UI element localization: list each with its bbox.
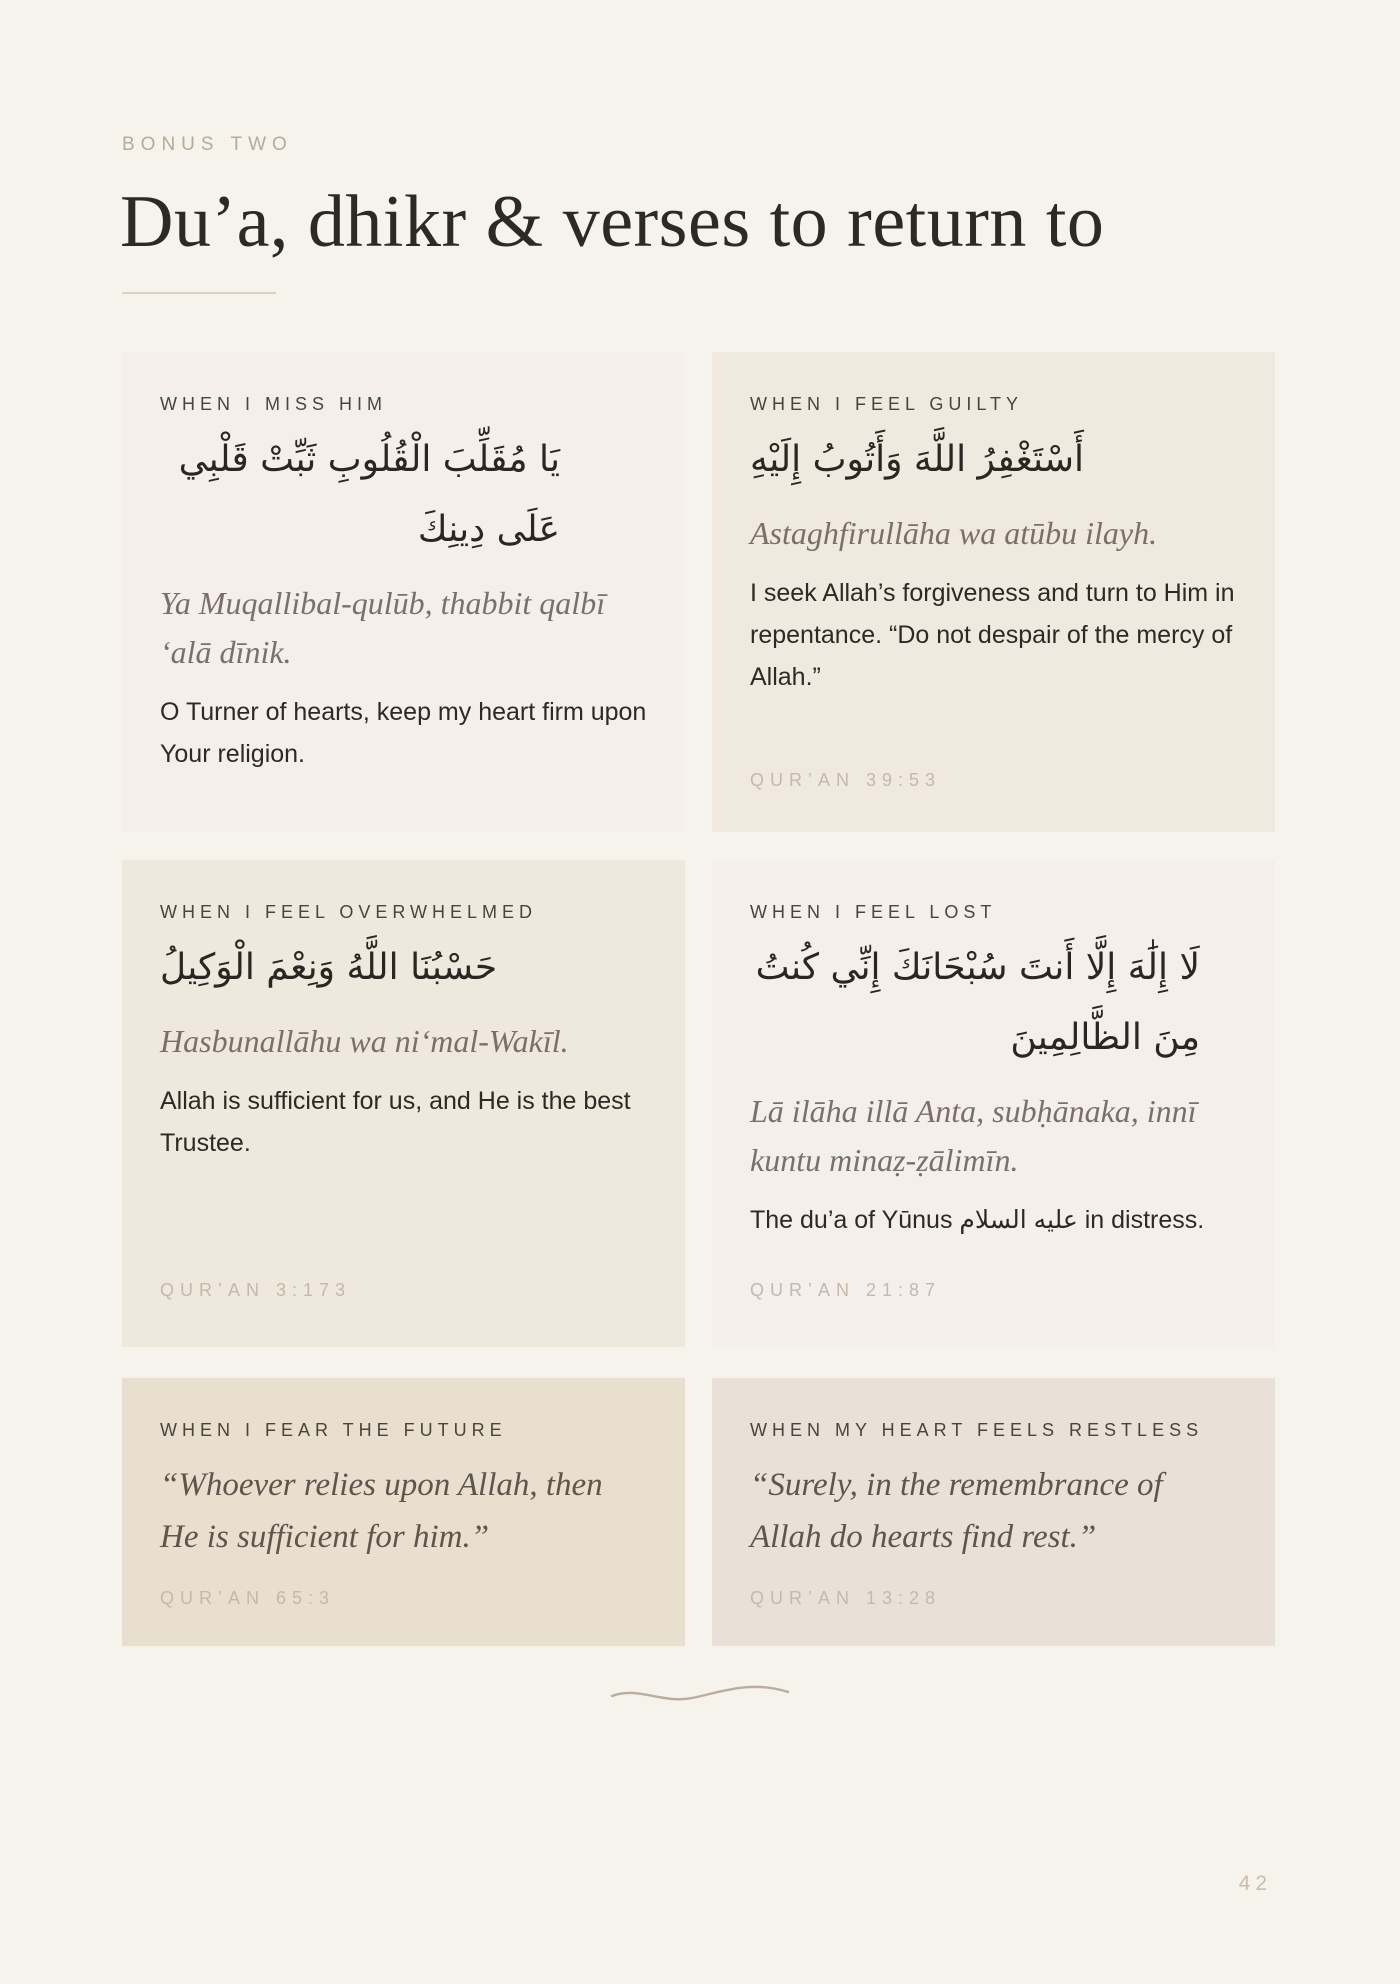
card-label: WHEN I FEAR THE FUTURE [160, 1420, 507, 1440]
quran-reference: QUR’AN 65:3 [160, 1588, 336, 1608]
transliteration: Lā ilāha illā Anta, subḥānaka, innī kuntu minaẓ-ẓālimīn. [750, 1093, 1197, 1178]
card-feel-guilty [712, 352, 1275, 832]
card-heart-restless [712, 1378, 1275, 1646]
card-feel-overwhelmed [122, 860, 685, 1347]
wave-divider-icon [610, 1680, 790, 1714]
page-title: Du’a, dhikr & verses to return to [120, 181, 1105, 263]
arabic-text: أَسْتَغْفِرُ اللَّهَ وَأَتُوبُ إِلَيْهِ [750, 439, 1085, 480]
card-label: WHEN I FEEL LOST [750, 902, 997, 922]
title-underline [122, 292, 276, 294]
card-fear-future [122, 1378, 685, 1646]
transliteration: Ya Muqallibal-qulūb, thabbit qalbī ‘alā dīnik. [160, 585, 606, 670]
card-label: WHEN I MISS HIM [160, 394, 387, 414]
quran-reference: QUR’AN 3:173 [160, 1280, 352, 1300]
verse-quote: “Surely, in the remembrance of Allah do hearts find rest.” [750, 1467, 1163, 1555]
quran-reference: QUR’AN 21:87 [750, 1280, 942, 1300]
arabic-text: لَا إِلَٰهَ إِلَّا أَنتَ سُبْحَانَكَ إِنِّي كُنتُ مِنَ الظَّالِمِينَ [755, 947, 1200, 1058]
card-feel-lost [712, 860, 1275, 1347]
section-eyebrow: BONUS TWO [122, 134, 293, 155]
quran-reference: QUR’AN 39:53 [750, 770, 942, 790]
meaning-text: The du’a of Yūnus عليه السلام in distress. [750, 1206, 1205, 1234]
arabic-text: يَا مُقَلِّبَ الْقُلُوبِ ثَبِّتْ قَلْبِي عَلَى دِينِكَ [178, 439, 560, 550]
card-miss-him [122, 352, 685, 832]
meaning-text: Allah is sufficient for us, and He is the best Trustee. [160, 1087, 631, 1157]
card-label: WHEN I FEEL OVERWHELMED [160, 902, 538, 922]
meaning-text: O Turner of hearts, keep my heart firm upon Your religion. [160, 698, 647, 768]
verse-quote: “Whoever relies upon Allah, then He is sufficient for him.” [160, 1467, 603, 1555]
card-label: WHEN MY HEART FEELS RESTLESS [750, 1420, 1204, 1440]
transliteration: Astaghfirullāha wa atūbu ilayh. [750, 515, 1158, 551]
page-number: 42 [1238, 1872, 1272, 1895]
meaning-text: I seek Allah’s forgiveness and turn to Him in repentance. “Do not despair of the mercy of Allah.” [750, 579, 1235, 691]
card-label: WHEN I FEEL GUILTY [750, 394, 1024, 414]
arabic-text: حَسْبُنَا اللَّهُ وَنِعْمَ الْوَكِيلُ [160, 947, 498, 988]
quran-reference: QUR’AN 13:28 [750, 1588, 942, 1608]
transliteration: Hasbunallāhu wa ni‘mal-Wakīl. [160, 1023, 569, 1059]
